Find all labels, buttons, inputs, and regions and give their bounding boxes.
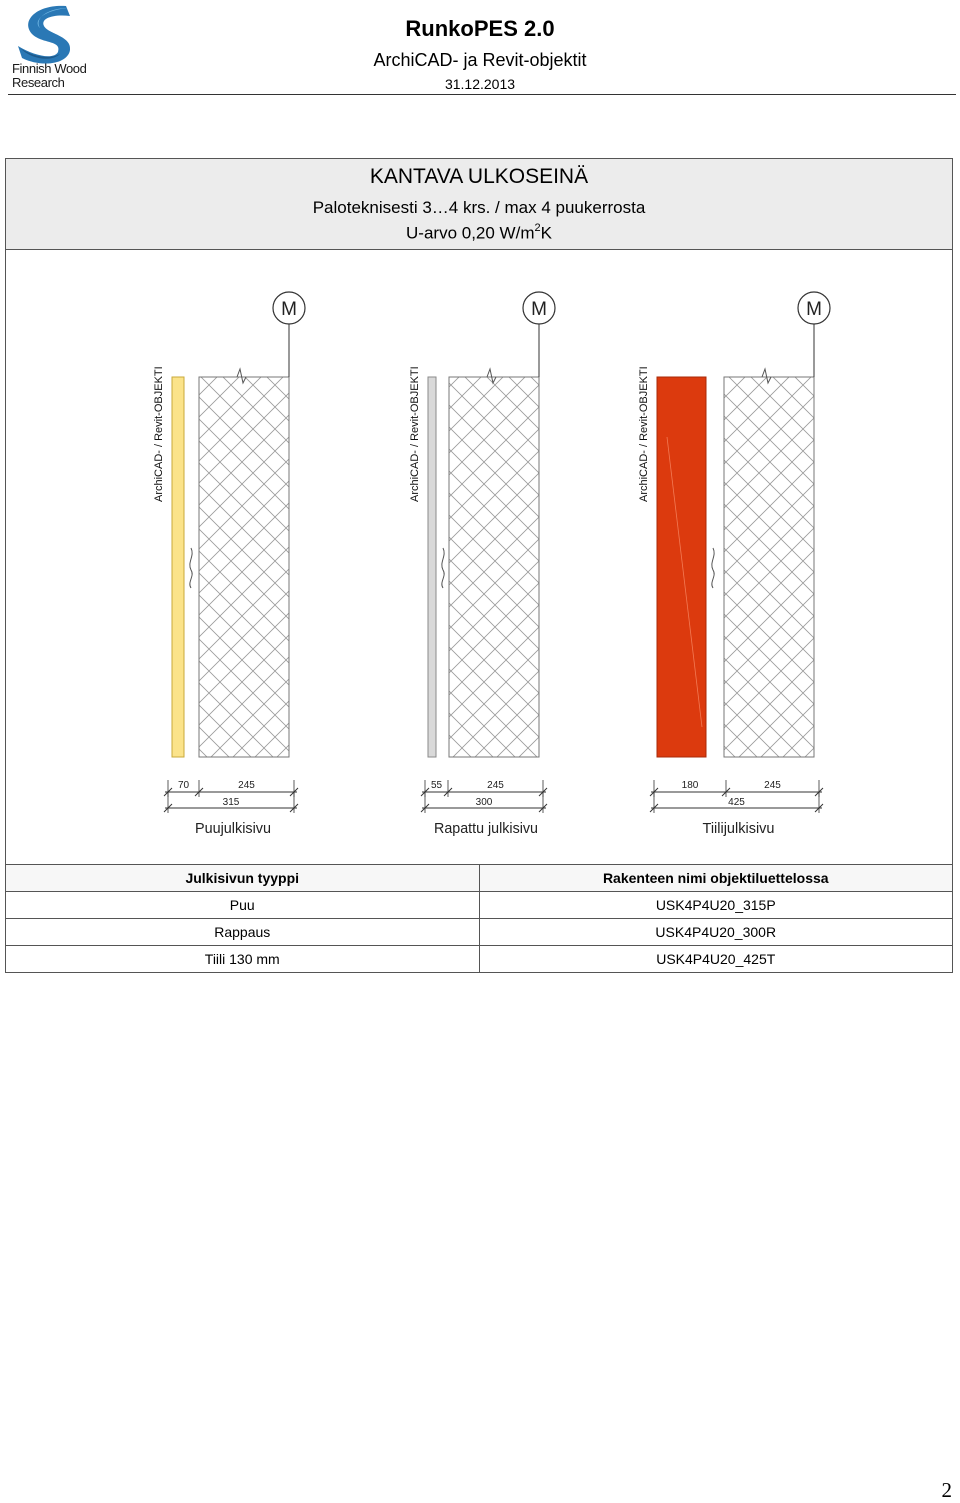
break-symbol [190, 548, 192, 588]
insulation-layer [449, 377, 539, 757]
logo-text-line1: Finnish Wood [12, 61, 87, 76]
break-symbol [712, 548, 714, 588]
dimension-value-cladding: 55 [430, 780, 443, 791]
dimension-value-cladding: 70 [177, 780, 190, 791]
table-row [6, 919, 953, 946]
table-header-object-name: Rakenteen nimi objektiluettelossa [479, 865, 953, 892]
break-symbol [442, 548, 444, 588]
section-title: KANTAVA ULKOSEINÄ [369, 165, 589, 188]
table-cell-type: Tiili 130 mm [6, 946, 480, 973]
dimension-value-total: 300 [475, 797, 493, 808]
dimension-value-frame: 245 [487, 780, 504, 791]
marker-label: M [531, 299, 547, 320]
vertical-object-label: ArchiCAD- / Revit-OBJEKTI [153, 366, 165, 502]
dimension-value-total: 425 [728, 797, 745, 808]
vertical-object-label: ArchiCAD- / Revit-OBJEKTI [409, 366, 421, 502]
page-number: 2 [941, 1478, 952, 1502]
table-cell-type: Puu [6, 892, 480, 919]
document-date: 31.12.2013 [444, 76, 516, 92]
dimension-value-total: 315 [222, 797, 240, 808]
marker-label: M [281, 299, 297, 320]
insulation-layer [724, 377, 814, 757]
wall-type-name: Rapattu julkisivu [434, 820, 538, 837]
dimension-value-cladding: 180 [681, 780, 699, 791]
section-u-value: U-arvo 0,20 $W/m^2K$ [406, 222, 552, 243]
document-subtitle: ArchiCAD- ja Revit-objektit [373, 50, 587, 70]
marker-label: M [806, 299, 822, 320]
vertical-object-label: ArchiCAD- / Revit-OBJEKTI [638, 366, 650, 502]
table-header-row [6, 865, 953, 892]
table-cell-name: USK4P4U20_315P [479, 892, 953, 919]
wall-type-name: Tiilijulkisivu [702, 820, 775, 837]
table-row [6, 892, 953, 919]
dimension-value-frame: 245 [238, 780, 255, 791]
insulation-layer [199, 377, 289, 757]
wall-type-name: Puujulkisivu [195, 820, 271, 837]
table-cell-name: USK4P4U20_425T [479, 946, 953, 973]
cladding-layer [428, 377, 436, 757]
table-cell-name: USK4P4U20_300R [479, 919, 953, 946]
object-table [5, 864, 953, 973]
cladding-layer [172, 377, 184, 757]
section-fire-rating: Paloteknisesti 3…4 krs. / max 4 puukerrosta [312, 198, 646, 217]
table-header-facade-type: Julkisivun tyyppi [6, 865, 480, 892]
table-cell-type: Rappaus [6, 919, 480, 946]
logo-text-line2: Research [12, 75, 65, 90]
table-row [6, 946, 953, 973]
document-title: RunkoPES 2.0 [405, 16, 555, 41]
dimension-value-frame: 245 [764, 780, 781, 791]
